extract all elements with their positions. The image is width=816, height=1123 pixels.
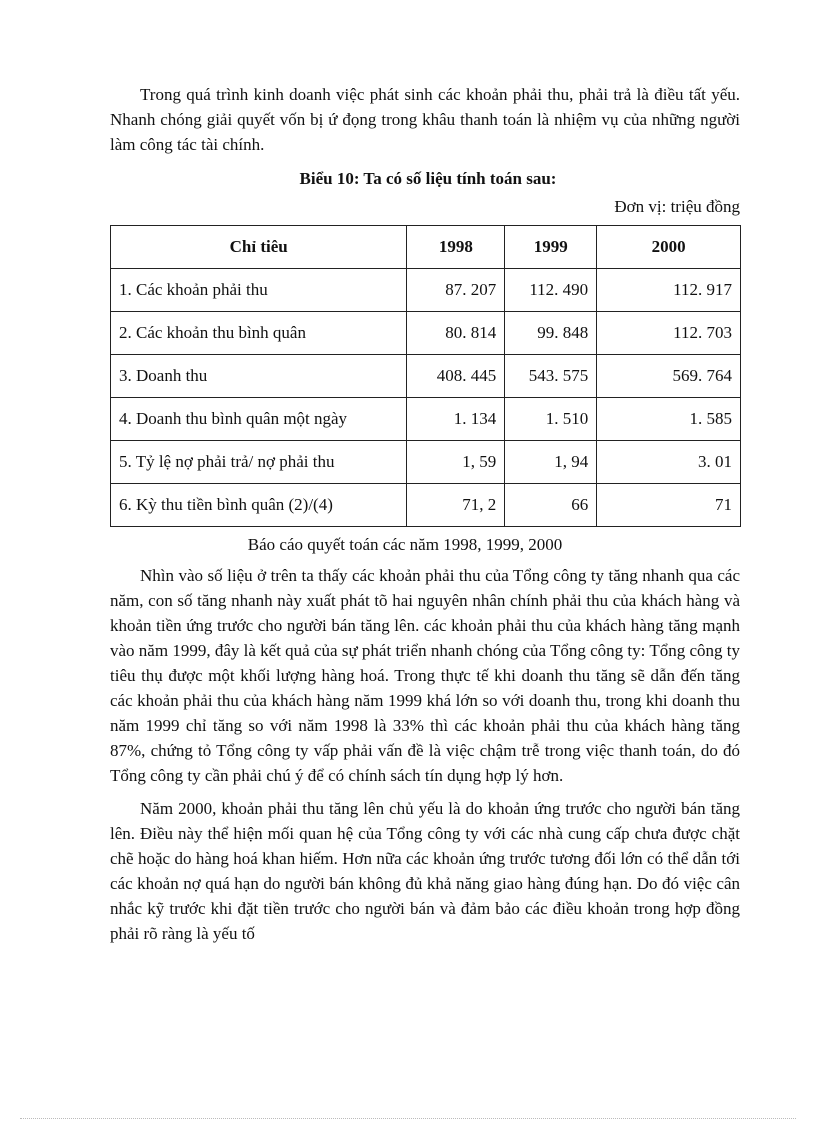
analysis-paragraph-2: Năm 2000, khoản phải thu tăng lên chủ yếu là do khoản ứng trước cho người bán tăng lên. Điều này thể hiện mối quan hệ của Tổng công ty với các nhà cung cấp chưa được chặt chẽ hoặc do hàng hoá khan hiếm. Hơn nữa các khoản ứng trước tương đối lớn có thể dẫn tới các khoản nợ quá hạn do người bán không đủ khả năng giao hàng đúng hạn. Do đó việc cân nhắc kỹ trước khi đặt tiền trước cho người bán và đảm bảo các điều khoản trong hợp đồng phải rõ ràng là yếu tố xyxy=(110,799,740,943)
cell-2000: 3. 01 xyxy=(597,441,741,484)
header-1998: 1998 xyxy=(407,226,505,269)
header-1999: 1999 xyxy=(505,226,597,269)
table-row xyxy=(111,355,741,398)
cell-1999: 112. 490 xyxy=(505,269,597,312)
cell-1999: 543. 575 xyxy=(505,355,597,398)
table-row xyxy=(111,484,741,527)
cell-1998: 1. 134 xyxy=(407,398,505,441)
intro-paragraph: Trong quá trình kinh doanh việc phát sinh các khoản phải thu, phải trả là điều tất yếu. Nhanh chóng giải quyết vốn bị ứ đọng trong khâu thanh toán là nhiệm vụ của những người làm công tác tài chính. xyxy=(110,85,740,154)
table-row xyxy=(111,441,741,484)
cell-2000: 569. 764 xyxy=(597,355,741,398)
cell-2000: 71 xyxy=(597,484,741,527)
row-label: 1. Các khoản phải thu xyxy=(111,269,407,312)
row-label: 5. Tỷ lệ nợ phải trả/ nợ phải thu xyxy=(111,441,407,484)
row-label: 6. Kỳ thu tiền bình quân (2)/(4) xyxy=(111,484,407,527)
page-bottom-divider xyxy=(20,1118,796,1119)
analysis-paragraph-1: Nhìn vào số liệu ở trên ta thấy các khoản phải thu của Tổng công ty tăng nhanh qua các năm, con số tăng nhanh này xuất phát tõ hai nguyên nhân chính phải thu của khách hàng và khoản tiền ứng trước cho người bán tăng lên. các khoản phải thu của khách hàng tăng mạnh vào năm 1999, đây là kết quả của sự phát triển nhanh chóng của Tổng công ty: Tổng công ty tiêu thụ được một khối lượng hàng hoá. Trong thực tế khi doanh thu tăng sẽ dẫn đến tăng các khoản phải thu của khách hàng năm 1999 khá lớn so với doanh thu, trong khi doanh thu năm 1999 chỉ tăng so với năm 1998 là 33% thì các khoản phải thu của khách hàng tăng 87%, chứng tỏ Tổng công ty vấp phải vấn đề là việc chậm trễ trong việc thanh toán, do đó Tổng công ty cần phải chú ý để có chính sách tín dụng hợp lý hơn. xyxy=(110,566,740,785)
cell-2000: 112. 917 xyxy=(597,269,741,312)
table-row xyxy=(111,398,741,441)
cell-2000: 112. 703 xyxy=(597,312,741,355)
table-row xyxy=(111,269,741,312)
row-label: 4. Doanh thu bình quân một ngày xyxy=(111,398,407,441)
cell-1999: 66 xyxy=(505,484,597,527)
cell-1998: 80. 814 xyxy=(407,312,505,355)
table-header-row xyxy=(111,226,741,269)
cell-1998: 408. 445 xyxy=(407,355,505,398)
cell-1998: 87. 207 xyxy=(407,269,505,312)
table-title: Biểu 10: Ta có số liệu tính toán sau: xyxy=(299,169,557,188)
cell-1999: 99. 848 xyxy=(505,312,597,355)
cell-1998: 1, 59 xyxy=(407,441,505,484)
unit-label: Đơn vị: triệu đồng xyxy=(614,197,740,216)
cell-1999: 1. 510 xyxy=(505,398,597,441)
cell-1999: 1, 94 xyxy=(505,441,597,484)
cell-1998: 71, 2 xyxy=(407,484,505,527)
row-label: 3. Doanh thu xyxy=(111,355,407,398)
cell-2000: 1. 585 xyxy=(597,398,741,441)
header-indicator: Chỉ tiêu xyxy=(111,226,407,269)
document-page xyxy=(110,82,740,946)
header-2000: 2000 xyxy=(597,226,741,269)
row-label: 2. Các khoản thu bình quân xyxy=(111,312,407,355)
table-row xyxy=(111,312,741,355)
table-source: Báo cáo quyết toán các năm 1998, 1999, 2000 xyxy=(247,535,563,554)
data-table xyxy=(110,225,741,527)
